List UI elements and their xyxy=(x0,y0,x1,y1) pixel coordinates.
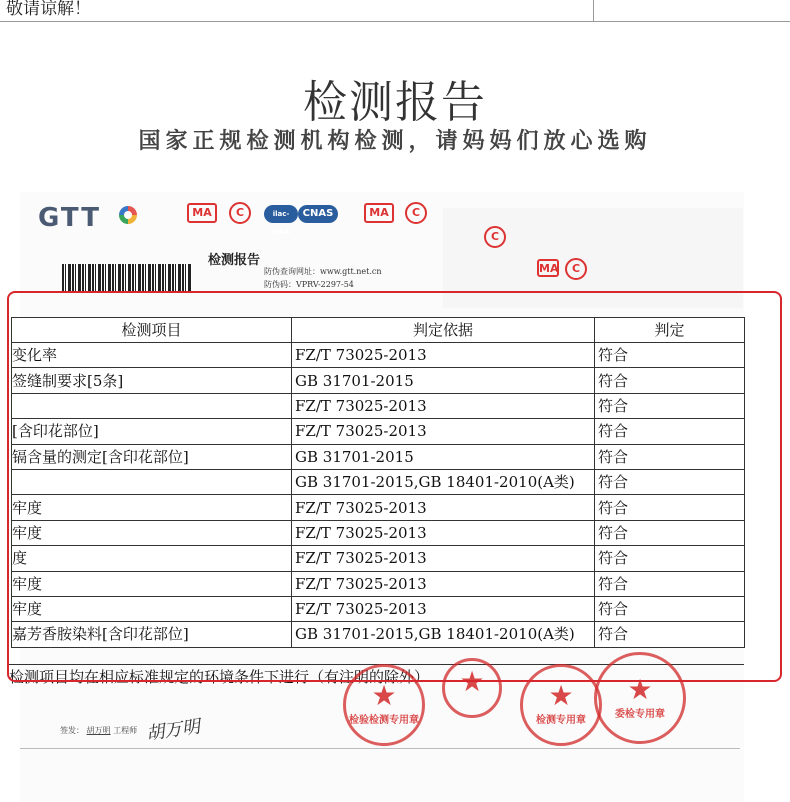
ca-cert-icon-2: C xyxy=(405,202,427,224)
notice-cell xyxy=(0,0,594,21)
signer-title: 工程师 xyxy=(113,726,138,735)
page-title: 检测报告 xyxy=(303,77,487,128)
row-item: 嘉芳香胺染料[含印花部位] xyxy=(12,622,292,647)
row-basis: FZ/T 73025-2013 xyxy=(292,596,595,621)
ca-cert-icon: C xyxy=(229,202,251,224)
row-item: 度 xyxy=(12,546,292,571)
row-result: 符合 xyxy=(595,520,745,545)
stamp-label: 委检专用章 xyxy=(615,709,665,720)
stamp-label: 检验检测专用章 xyxy=(349,715,419,726)
verify-site: 防伪查询网址：www.gtt.net.cn xyxy=(264,267,382,276)
row-result: 符合 xyxy=(595,393,745,418)
row-item: 牢度 xyxy=(12,495,292,520)
gtt-logo: GTT xyxy=(38,203,101,233)
table-footnote: 检测项目均在相应标准规定的环境条件下进行（有注明的除外） xyxy=(9,664,744,687)
row-item: 牢度 xyxy=(12,571,292,596)
highlight-frame xyxy=(7,291,782,682)
row-item: [含印花部位] xyxy=(12,419,292,444)
ca-cert-icon-4: C xyxy=(565,258,587,280)
row-result: 符合 xyxy=(595,343,745,368)
row-result: 符合 xyxy=(595,469,745,494)
row-item: 镉含量的测定[含印花部位] xyxy=(12,444,292,469)
ilac-mra-icon: ilac-MRA xyxy=(264,205,298,223)
gtt-logo-mark-icon xyxy=(119,206,137,224)
stamp-star-icon: ★ xyxy=(459,665,485,698)
row-basis: GB 31701-2015,GB 18401-2010(A类) xyxy=(292,469,595,494)
row-basis: FZ/T 73025-2013 xyxy=(292,393,595,418)
ca-cert-icon-3: C xyxy=(484,226,506,248)
top-notice-strip xyxy=(0,0,790,22)
signer-label: 签发： xyxy=(60,726,84,735)
row-result: 符合 xyxy=(595,571,745,596)
row-result: 符合 xyxy=(595,622,745,647)
row-basis: FZ/T 73025-2013 xyxy=(292,546,595,571)
row-item: 签缝制要求[5条] xyxy=(12,368,292,393)
signer-line xyxy=(60,725,137,736)
row-item: 变化率 xyxy=(12,343,292,368)
row-item: 牢度 xyxy=(12,596,292,621)
cnas-icon: CNAS xyxy=(298,205,338,223)
report-name: 检测报告 xyxy=(208,253,261,268)
verify-code: 防伪码：VPRV-2297-54 xyxy=(264,280,354,289)
header-basis: 判定依据 xyxy=(292,318,595,343)
stamp-star-icon: ★ xyxy=(371,679,397,712)
row-result: 符合 xyxy=(595,495,745,520)
stamp-star-icon: ★ xyxy=(548,679,574,712)
header-test-item: 检测项目 xyxy=(12,318,292,343)
row-result: 符合 xyxy=(595,596,745,621)
footer-divider xyxy=(20,748,740,749)
ma-cert-icon-2: MA xyxy=(364,203,394,223)
row-result: 符合 xyxy=(595,444,745,469)
row-basis: GB 31701-2015 xyxy=(292,368,595,393)
ma-cert-icon: MA xyxy=(187,203,217,223)
row-result: 符合 xyxy=(595,419,745,444)
row-basis: FZ/T 73025-2013 xyxy=(292,419,595,444)
stamp-star-icon: ★ xyxy=(627,673,653,706)
stamp-label: 检测专用章 xyxy=(536,715,586,726)
row-item: 牢度 xyxy=(12,520,292,545)
row-basis: GB 31701-2015,GB 18401-2010(A类) xyxy=(292,622,595,647)
barcode-icon xyxy=(62,264,192,292)
row-basis: FZ/T 73025-2013 xyxy=(292,343,595,368)
header-result: 判定 xyxy=(595,318,745,343)
row-result: 符合 xyxy=(595,368,745,393)
row-basis: FZ/T 73025-2013 xyxy=(292,571,595,596)
row-basis: GB 31701-2015 xyxy=(292,444,595,469)
row-basis: FZ/T 73025-2013 xyxy=(292,495,595,520)
notice-text: 敬请谅解！ xyxy=(6,0,91,19)
page-subtitle: 国家正规检测机构检测，请妈妈们放心选购 xyxy=(138,129,652,154)
handwritten-signature: 胡万明 xyxy=(145,716,202,745)
row-result: 符合 xyxy=(595,546,745,571)
row-basis: FZ/T 73025-2013 xyxy=(292,520,595,545)
ma-cert-icon-3: MA xyxy=(537,259,559,277)
signer-name: 胡万明 xyxy=(86,726,111,735)
